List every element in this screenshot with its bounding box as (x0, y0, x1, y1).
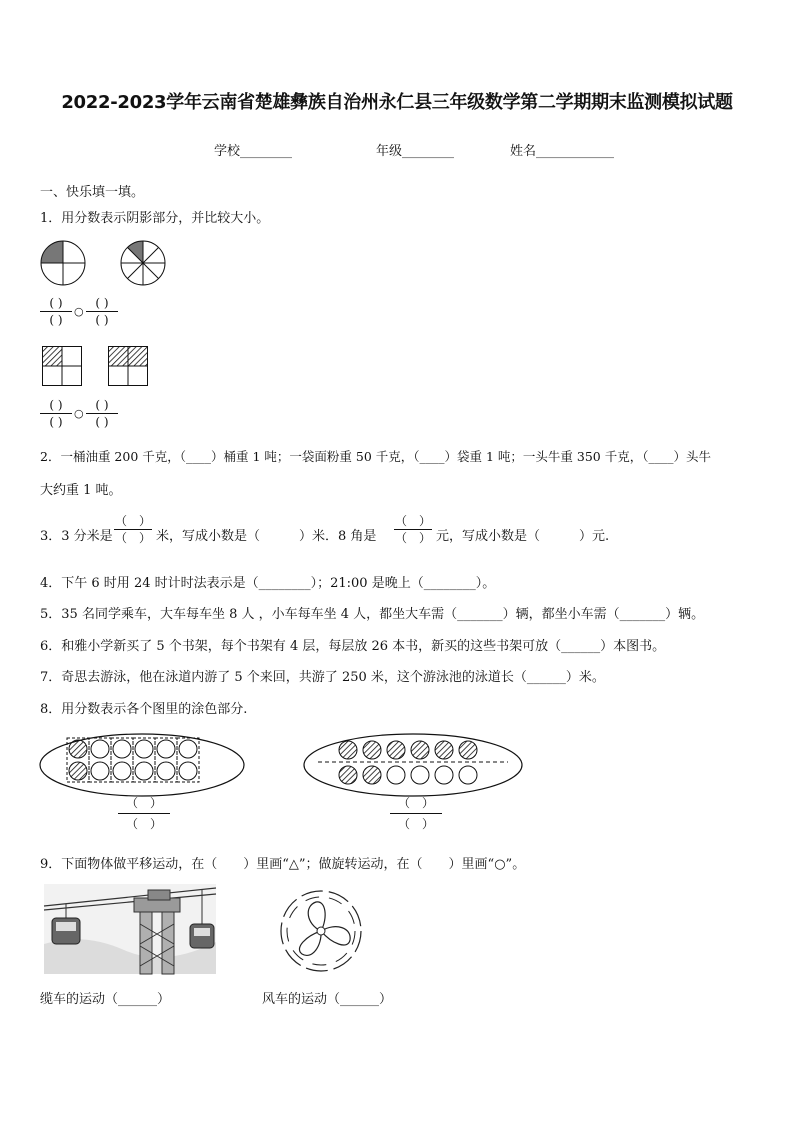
circle-eighths-figure (120, 240, 166, 286)
fraction-blank[interactable]: ( ) ( ) (40, 296, 72, 327)
question-9: 9．下面物体做平移运动，在（ ）里画“△”；做旋转运动，在（ ）里画“○”。 (40, 857, 526, 872)
fraction-blank[interactable]: （ ） （ ） (114, 514, 151, 545)
question-4: 4．下午 6 时用 24 时计时法表示是（________）；21:00 是晚上（________）。 (40, 576, 496, 591)
ellipse-figure-left (38, 730, 248, 800)
compare-circle[interactable]: ○ (74, 305, 84, 318)
fraction-blank[interactable]: ( ) ( ) (40, 398, 72, 429)
question-6: 6．和雅小学新买了 5 个书架，每个书架有 4 层，每层放 26 本书，新买的这些书架可放（______）本图书。 (40, 639, 666, 654)
question-3-part-c: 元，写成小数是（ ）元. (436, 529, 610, 544)
square-grid-one-hatched (42, 346, 82, 386)
question-1: 1．用分数表示阴影部分，并比较大小。 (40, 211, 270, 226)
question-2-cont: 大约重 1 吨。 (40, 483, 122, 498)
grade-field[interactable]: 年级________ (376, 144, 455, 159)
school-field[interactable]: 学校________ (214, 144, 293, 159)
compare-circle[interactable]: ○ (74, 407, 84, 420)
windmill-answer[interactable]: 风车的运动（______） (262, 992, 393, 1007)
fraction-blank[interactable]: （ ） （ ） (394, 514, 431, 545)
question-5: 5．35 名同学乘车，大车每车坐 8 人 ，小车每车坐 4 人，都坐大车需（_______）辆，都坐小车需（_______）辆。 (40, 607, 705, 622)
fraction-blank[interactable]: （ ） （ ） (118, 796, 170, 831)
question-3-part-b: 米，写成小数是（ ）米．8 角是 (156, 529, 377, 544)
section-heading: 一、快乐填一填。 (40, 185, 145, 200)
ellipse-figure-right (302, 730, 524, 800)
fraction-blank[interactable]: ( ) ( ) (86, 296, 118, 327)
windmill-picture (276, 886, 366, 976)
question-8: 8．用分数表示各个图里的涂色部分. (40, 702, 248, 717)
fraction-blank[interactable]: （ ） （ ） (390, 796, 442, 831)
name-field[interactable]: 姓名____________ (510, 144, 615, 159)
question-3-part-a: 3．3 分米是 (40, 529, 113, 544)
question-7: 7．奇思去游泳，他在泳道内游了 5 个来回，共游了 250 米，这个游泳池的泳道长（______）米。 (40, 670, 605, 685)
question-2: 2．一桶油重 200 千克，（____）桶重 1 吨；一袋面粉重 50 千克，（____）袋重 1 吨；一头牛重 350 千克，（____）头牛 (40, 449, 711, 464)
circle-quarters-figure (40, 240, 86, 286)
page-title: 2022-2023学年云南省楚雄彝族自治州永仁县三年级数学第二学期期末监测模拟试题 (61, 92, 733, 113)
cable-car-answer[interactable]: 缆车的运动（______） (40, 992, 171, 1007)
square-grid-two-hatched (108, 346, 148, 386)
fraction-blank[interactable]: ( ) ( ) (86, 398, 118, 429)
cable-car-picture (44, 884, 216, 974)
